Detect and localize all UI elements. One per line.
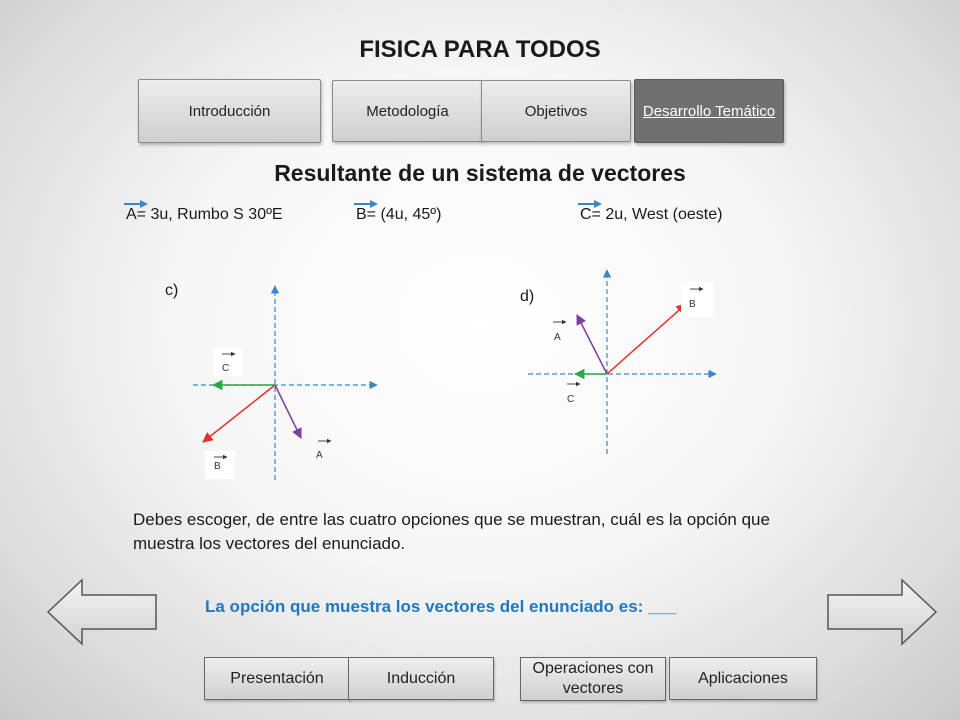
tab-desarrollo-tematico[interactable]: Desarrollo Temático bbox=[634, 79, 784, 143]
vector-b-arrow bbox=[203, 385, 275, 442]
arrow-left-icon[interactable] bbox=[46, 578, 158, 646]
vector-arrow-icon bbox=[578, 199, 602, 209]
vector-c-text: C= 2u, West (oeste) bbox=[580, 206, 723, 223]
vector-a-arrow bbox=[275, 385, 301, 438]
nav-aplicaciones-button[interactable]: Aplicaciones bbox=[669, 657, 817, 700]
diagram-c bbox=[185, 280, 385, 490]
vector-c-label: C bbox=[222, 363, 230, 374]
page-title: FISICA PARA TODOS bbox=[359, 36, 601, 63]
vector-arrow-icon bbox=[124, 199, 148, 209]
vector-b-statement bbox=[356, 206, 441, 224]
diagram-c-label: c) bbox=[165, 282, 179, 299]
diagram-d bbox=[520, 262, 725, 457]
vector-a-statement bbox=[126, 206, 283, 224]
nav-operaciones-button[interactable]: Operaciones con vectores bbox=[520, 657, 666, 701]
vector-b-arrow bbox=[607, 304, 686, 374]
vector-a-arrow bbox=[577, 315, 607, 374]
vector-b-label: B bbox=[689, 299, 696, 310]
nav-presentacion-button[interactable]: Presentación bbox=[204, 657, 350, 700]
tab-objetivos[interactable]: Objetivos bbox=[481, 80, 631, 142]
vector-a-label: A bbox=[554, 332, 561, 343]
instructions-text: Debes escoger, de entre las cuatro opciones que se muestran, cuál es la opción que muestra los vectores del enunciado. bbox=[133, 510, 770, 553]
arrow-right-icon[interactable] bbox=[826, 578, 938, 646]
vector-b-label: B bbox=[214, 461, 221, 472]
vector-arrow-icon bbox=[354, 199, 378, 209]
vector-b-text: B= (4u, 45º) bbox=[356, 206, 442, 223]
diagram-d-label: d) bbox=[520, 288, 535, 305]
tab-introduccion[interactable]: Introducción bbox=[138, 79, 321, 143]
question-text: La opción que muestra los vectores del enunciado es: ___ bbox=[205, 597, 677, 616]
vector-a-text: A= 3u, Rumbo S 30ºE bbox=[126, 206, 283, 223]
vector-c-label: C bbox=[567, 394, 575, 405]
section-title: Resultante de un sistema de vectores bbox=[274, 160, 686, 186]
vector-c-statement bbox=[580, 206, 722, 224]
tab-metodologia[interactable]: Metodología bbox=[332, 80, 483, 142]
nav-induccion-button[interactable]: Inducción bbox=[348, 657, 494, 700]
vector-a-label: A bbox=[316, 450, 323, 461]
